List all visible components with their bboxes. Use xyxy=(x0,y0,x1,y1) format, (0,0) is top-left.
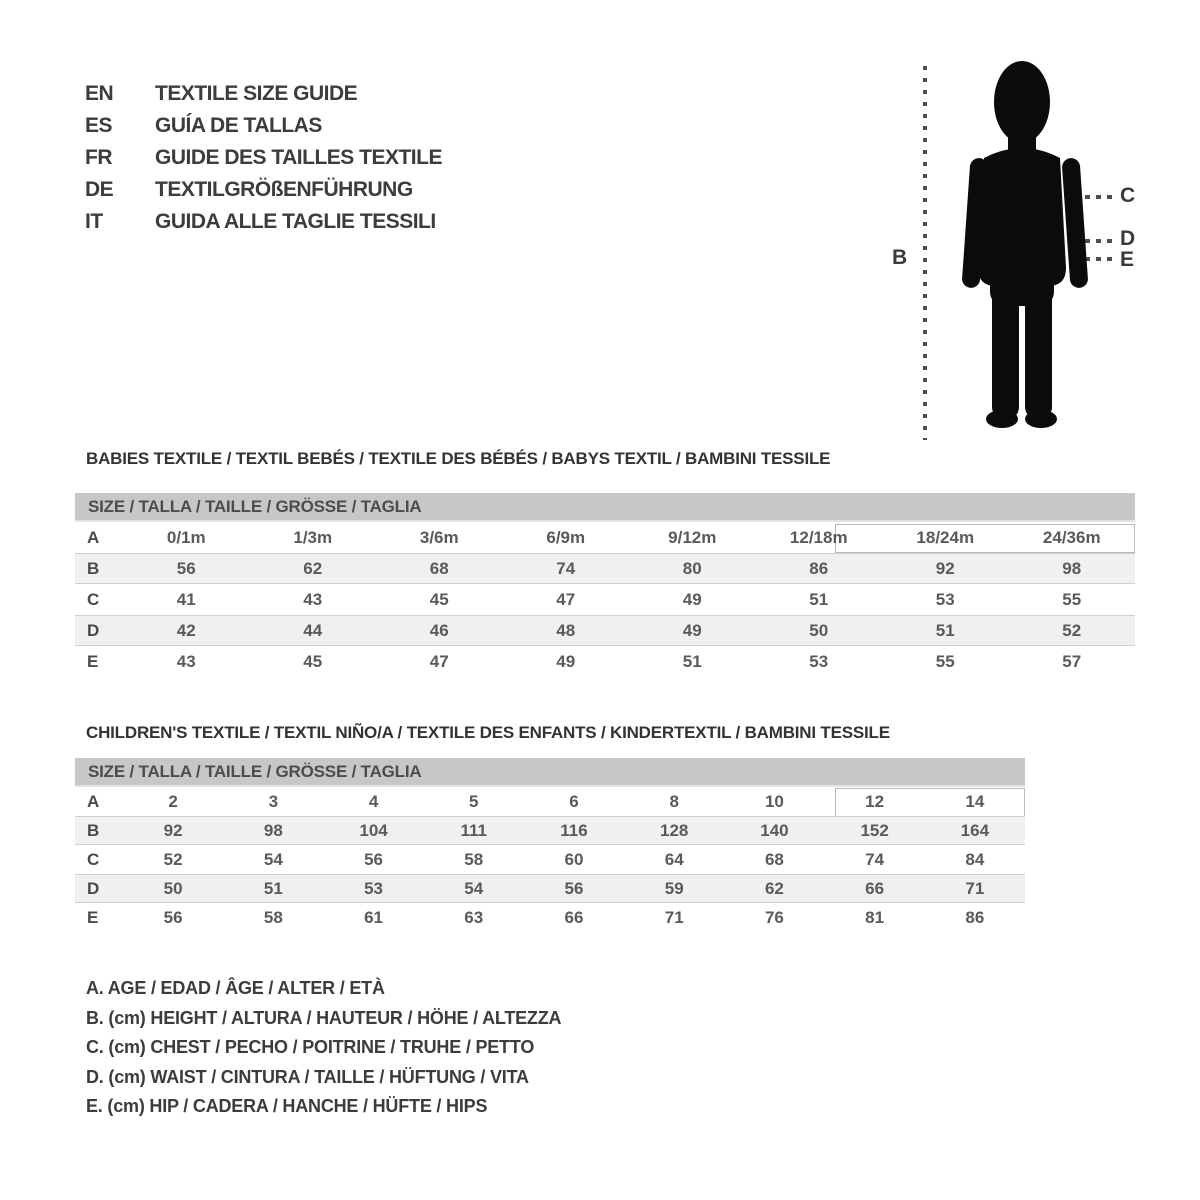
row-label: B xyxy=(87,558,100,578)
size-row-A xyxy=(75,787,1025,816)
size-cell: 64 xyxy=(664,849,684,869)
row-label: A xyxy=(87,791,100,811)
babies-size-header: SIZE / TALLA / TAILLE / GRÖSSE / TAGLIA xyxy=(75,493,1135,522)
size-cell: 81 xyxy=(865,907,885,927)
size-cell: 51 xyxy=(263,878,283,898)
row-label: C xyxy=(87,589,100,609)
size-cell: 62 xyxy=(764,878,784,898)
babies-size-table xyxy=(75,493,1135,677)
size-cell: 6 xyxy=(569,791,579,811)
language-row xyxy=(85,110,442,142)
size-cell: 98 xyxy=(263,820,283,840)
size-row-D xyxy=(75,615,1135,646)
size-cell: 66 xyxy=(865,878,885,898)
size-cell: 48 xyxy=(556,620,576,640)
size-cell: 10 xyxy=(764,791,784,811)
size-cell: 68 xyxy=(429,558,449,578)
hip-label: E xyxy=(1120,248,1135,271)
size-row-E xyxy=(75,646,1135,677)
size-cell: 41 xyxy=(176,589,196,609)
size-cell: 53 xyxy=(809,651,829,671)
size-cell: 56 xyxy=(364,849,383,869)
legend-item: B. (cm) HEIGHT / ALTURA / HAUTEUR / HÖHE / ALTEZZA xyxy=(86,1007,562,1028)
size-cell: 51 xyxy=(682,651,702,671)
row-label: C xyxy=(87,849,100,869)
size-cell: 49 xyxy=(556,651,576,671)
size-cell: 2 xyxy=(168,791,178,811)
size-cell: 164 xyxy=(960,820,990,840)
size-cell: 43 xyxy=(303,589,323,609)
size-cell: 71 xyxy=(965,878,985,898)
size-cell: 6/9m xyxy=(546,527,586,547)
child-silhouette xyxy=(960,58,1090,430)
size-row-B xyxy=(75,553,1135,584)
size-cell: 24/36m xyxy=(1042,527,1101,547)
size-row-A xyxy=(75,522,1135,553)
babies-rows xyxy=(75,522,1135,677)
size-cell: 18/24m xyxy=(916,527,975,547)
size-cell: 58 xyxy=(263,907,283,927)
size-row-E xyxy=(75,903,1025,932)
size-cell: 66 xyxy=(564,907,584,927)
size-cell: 60 xyxy=(564,849,584,869)
size-row-C xyxy=(75,845,1025,874)
size-cell: 55 xyxy=(1062,589,1082,609)
guide-title: GUIDE DES TAILLES TEXTILE xyxy=(155,146,442,169)
size-cell: 47 xyxy=(429,651,449,671)
size-cell: 56 xyxy=(163,907,183,927)
size-cell: 51 xyxy=(935,620,955,640)
language-row xyxy=(85,206,442,238)
language-title-block xyxy=(85,78,442,238)
size-cell: 45 xyxy=(303,651,323,671)
row-label: D xyxy=(87,878,100,898)
size-cell: 57 xyxy=(1062,651,1082,671)
size-cell: 12/18m xyxy=(789,527,848,547)
size-cell: 43 xyxy=(176,651,196,671)
size-cell: 14 xyxy=(965,791,985,811)
row-label: A xyxy=(87,527,100,547)
size-cell: 80 xyxy=(682,558,702,578)
size-cell: 92 xyxy=(935,558,955,578)
size-cell: 61 xyxy=(364,907,383,927)
size-row-D xyxy=(75,874,1025,903)
size-cell: 53 xyxy=(935,589,955,609)
legend-item: D. (cm) WAIST / CINTURA / TAILLE / HÜFTUNG / VITA xyxy=(86,1066,529,1087)
row-label: B xyxy=(87,820,100,840)
size-cell: 42 xyxy=(176,620,196,640)
size-cell: 71 xyxy=(664,907,684,927)
size-cell: 62 xyxy=(303,558,323,578)
size-cell: 1/3m xyxy=(293,527,333,547)
language-code: ES xyxy=(85,114,113,137)
chest-label: C xyxy=(1120,184,1136,207)
size-cell: 56 xyxy=(176,558,196,578)
size-cell: 92 xyxy=(163,820,183,840)
language-row xyxy=(85,142,442,174)
guide-title: TEXTILE SIZE GUIDE xyxy=(155,82,358,105)
size-cell: 4 xyxy=(368,791,379,811)
size-cell: 44 xyxy=(303,620,323,640)
legend-item: E. (cm) HIP / CADERA / HANCHE / HÜFTE / HIPS xyxy=(86,1096,488,1116)
size-cell: 152 xyxy=(860,820,889,840)
children-rows xyxy=(75,787,1025,932)
size-cell: 104 xyxy=(359,820,388,840)
size-cell: 111 xyxy=(460,820,488,840)
guide-title: GUÍA DE TALLAS xyxy=(155,114,322,137)
size-row-C xyxy=(75,584,1135,615)
size-cell: 116 xyxy=(560,820,588,840)
size-cell: 8 xyxy=(669,791,679,811)
measurement-legend xyxy=(86,974,561,1122)
measurement-figure xyxy=(880,50,1180,450)
size-cell: 56 xyxy=(564,878,584,898)
size-cell: 68 xyxy=(764,849,784,869)
size-cell: 54 xyxy=(464,878,484,898)
size-cell: 47 xyxy=(556,589,576,609)
babies-heading: BABIES TEXTILE / TEXTIL BEBÉS / TEXTILE DES BÉBÉS / BABYS TEXTIL / BAMBINI TESSILE xyxy=(86,449,831,468)
size-cell: 86 xyxy=(809,558,829,578)
size-row-B xyxy=(75,816,1025,845)
size-cell: 84 xyxy=(965,849,985,869)
size-cell: 5 xyxy=(469,791,479,811)
size-cell: 63 xyxy=(464,907,484,927)
row-label: E xyxy=(87,651,99,671)
language-code: EN xyxy=(85,82,114,105)
waist-label: D xyxy=(1120,227,1136,250)
size-cell: 128 xyxy=(660,820,689,840)
children-heading: CHILDREN'S TEXTILE / TEXTIL NIÑO/A / TEXTILE DES ENFANTS / KINDERTEXTIL / BAMBINI TESSILE xyxy=(86,723,890,742)
guide-title: TEXTILGRÖßENFÜHRUNG xyxy=(155,178,413,201)
guide-title: GUIDA ALLE TAGLIE TESSILI xyxy=(155,210,436,233)
row-label: D xyxy=(87,620,100,640)
size-cell: 49 xyxy=(682,589,702,609)
language-row xyxy=(85,78,442,110)
size-cell: 140 xyxy=(760,820,789,840)
size-cell: 45 xyxy=(429,589,449,609)
size-cell: 52 xyxy=(1062,620,1082,640)
size-cell: 55 xyxy=(935,651,955,671)
language-code: IT xyxy=(85,210,103,233)
size-cell: 76 xyxy=(764,907,784,927)
size-cell: 0/1m xyxy=(166,527,206,547)
size-cell: 54 xyxy=(263,849,283,869)
size-cell: 74 xyxy=(865,849,885,869)
language-code: FR xyxy=(85,146,112,169)
children-size-header: SIZE / TALLA / TAILLE / GRÖSSE / TAGLIA xyxy=(75,758,1025,787)
legend-item: C. (cm) CHEST / PECHO / POITRINE / TRUHE / PETTO xyxy=(86,1037,535,1057)
size-cell: 49 xyxy=(682,620,702,640)
size-cell: 3/6m xyxy=(419,527,459,547)
size-cell: 46 xyxy=(429,620,449,640)
size-cell: 53 xyxy=(364,878,383,898)
height-label: B xyxy=(892,246,908,269)
legend-item: A. AGE / EDAD / ÂGE / ALTER / ETÀ xyxy=(86,978,385,998)
size-cell: 52 xyxy=(163,849,183,869)
size-cell: 50 xyxy=(809,620,829,640)
size-cell: 74 xyxy=(556,558,576,578)
size-cell: 86 xyxy=(965,907,985,927)
size-cell: 3 xyxy=(268,791,279,811)
size-cell: 9/12m xyxy=(668,527,717,547)
row-label: E xyxy=(87,907,99,927)
size-cell: 51 xyxy=(809,589,829,609)
size-cell: 98 xyxy=(1062,558,1082,578)
language-code: DE xyxy=(85,178,114,201)
language-row xyxy=(85,174,442,206)
size-cell: 12 xyxy=(865,791,885,811)
size-cell: 50 xyxy=(163,878,183,898)
size-cell: 59 xyxy=(664,878,684,898)
size-cell: 58 xyxy=(464,849,484,869)
children-size-table xyxy=(75,758,1025,932)
